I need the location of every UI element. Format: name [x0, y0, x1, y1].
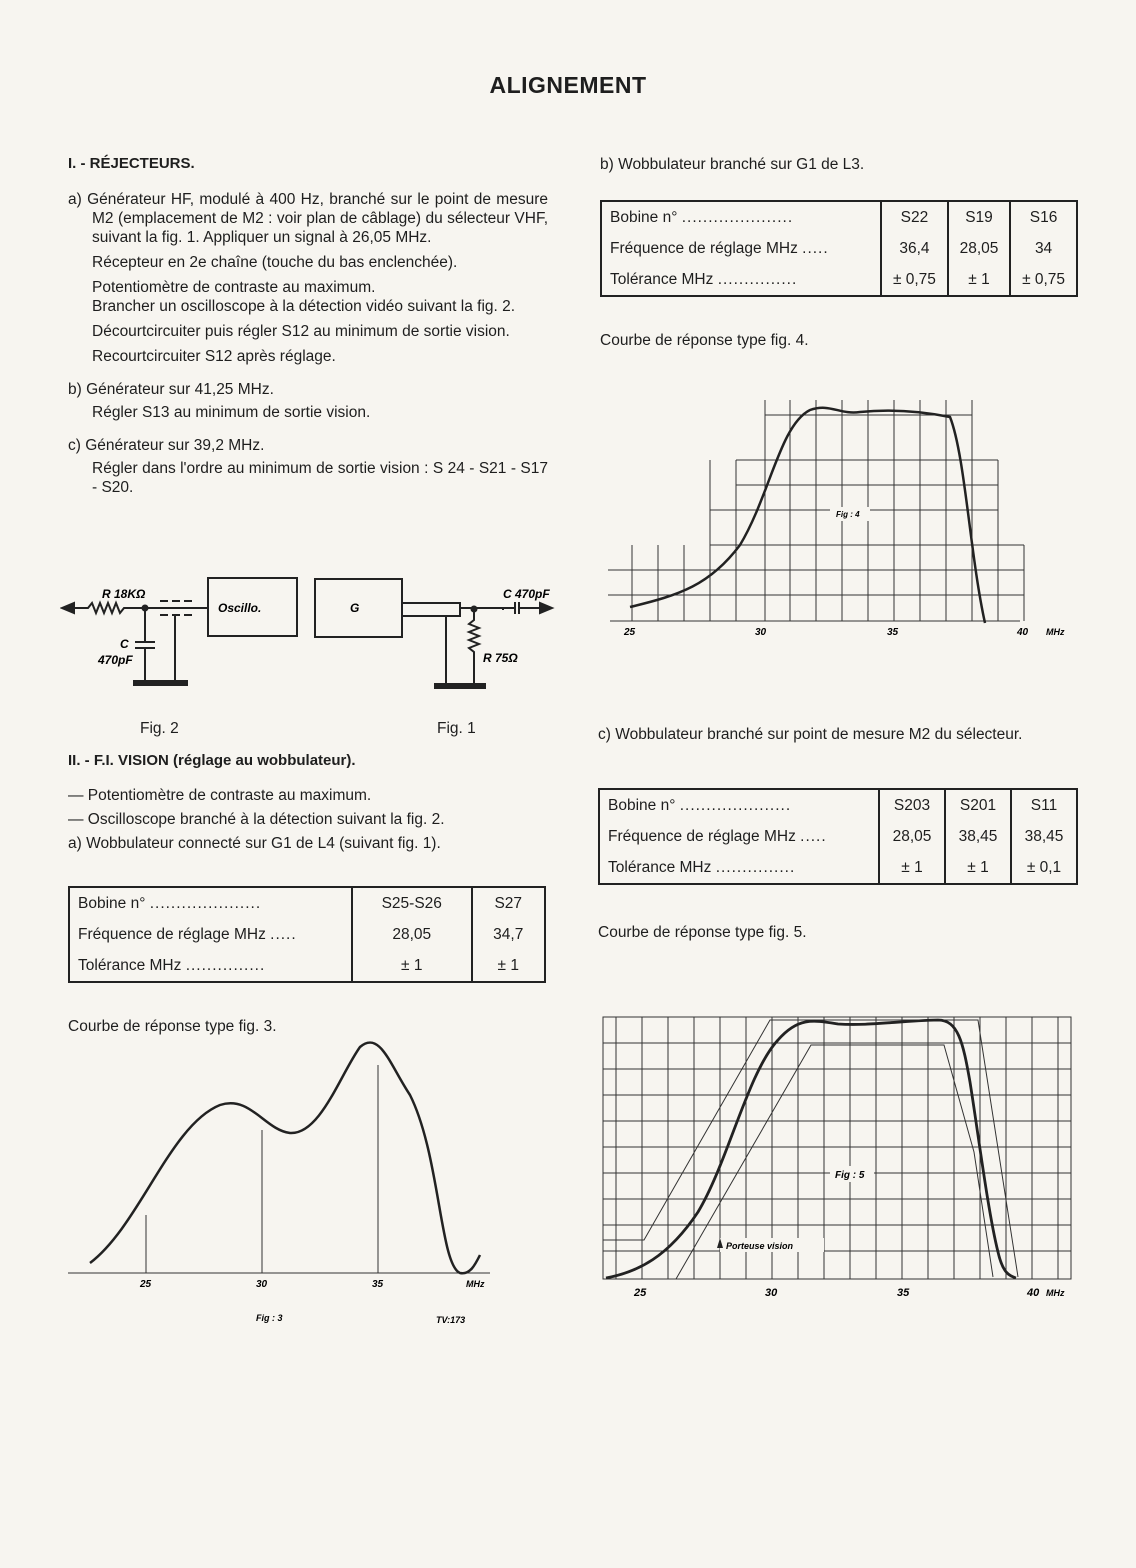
- table-row: Bobine n° ..................... S203 S201 S11: [599, 789, 1077, 821]
- paragraph: Brancher un oscilloscope à la détection vidéo suivant la fig. 2.: [92, 298, 516, 315]
- figure-5-response-curve: [598, 1012, 1078, 1302]
- capacitor-c2-label: C 470pF: [503, 587, 550, 601]
- table-row: Fréquence de réglage MHz ..... 28,05 38,45 38,45: [599, 821, 1077, 852]
- tick-label: MHz: [1046, 1288, 1065, 1298]
- row-label: Fréquence de réglage MHz: [608, 827, 796, 845]
- capacitor-c1-label: C: [120, 637, 129, 651]
- page-title: ALIGNEMENT: [489, 72, 647, 98]
- table-c: [598, 788, 1078, 885]
- cell: 28,05: [948, 233, 1010, 264]
- cell: S27: [472, 887, 546, 919]
- figure-label: Fig : 5: [835, 1170, 865, 1181]
- paragraph: Régler S13 au minimum de sortie vision.: [92, 404, 371, 421]
- row-label: Fréquence de réglage MHz: [78, 925, 266, 943]
- cell: 34: [1010, 233, 1077, 264]
- resistor-r2-label: R 75Ω: [483, 651, 518, 665]
- table-a: [68, 886, 546, 983]
- cell: ± 0,75: [1010, 264, 1077, 296]
- table-row: Tolérance MHz ............... ± 1 ± 1 ± 0,1: [599, 852, 1077, 884]
- paragraph: Potentiomètre de contraste au maximum.: [92, 279, 376, 296]
- paragraph: Recourtcircuiter S12 après réglage.: [92, 348, 336, 365]
- table-b: [600, 200, 1078, 297]
- tick-label: 35: [897, 1287, 910, 1299]
- cell: ± 1: [352, 950, 472, 982]
- table-row: Tolérance MHz ............... ± 1 ± 1: [69, 950, 545, 982]
- tick-label: 40: [1027, 1287, 1040, 1299]
- paragraph: Décourtcircuiter puis régler S12 au minimum de sortie vision.: [92, 323, 510, 340]
- figure-label: Fig : 4: [836, 510, 860, 519]
- carrier-label: Porteuse vision: [726, 1241, 794, 1251]
- tick-label: 35: [887, 627, 899, 638]
- cell: S16: [1010, 201, 1077, 233]
- row-label: Tolérance MHz: [78, 956, 182, 974]
- cell: S19: [948, 201, 1010, 233]
- paragraph: Régler dans l'ordre au minimum de sortie vision : S 24 - S21 - S17 - S20.: [92, 460, 548, 496]
- fig2-caption: Fig. 2: [140, 720, 179, 737]
- row-label: Tolérance MHz: [608, 858, 712, 876]
- paragraph: Récepteur en 2e chaîne (touche du bas enclenchée).: [92, 254, 458, 271]
- cell: 28,05: [879, 821, 945, 852]
- table-row: Fréquence de réglage MHz ..... 36,4 28,05 34: [601, 233, 1077, 264]
- tick-label: 40: [1017, 627, 1029, 638]
- curve-caption-fig5: Courbe de réponse type fig. 5.: [598, 924, 807, 941]
- resistor-r1-label: R 18KΩ: [102, 587, 146, 601]
- capacitor-c1-value: 470pF: [98, 653, 133, 667]
- section-heading-rejecteurs: I. - RÉJECTEURS.: [68, 155, 195, 172]
- table-row: Fréquence de réglage MHz ..... 28,05 34,7: [69, 919, 545, 950]
- row-label: Bobine n°: [78, 894, 146, 912]
- tick-label: 30: [256, 1279, 268, 1290]
- cell: 34,7: [472, 919, 546, 950]
- cell: S201: [945, 789, 1011, 821]
- curve-caption-fig3: Courbe de réponse type fig. 3.: [68, 1018, 277, 1035]
- circuit-diagram: [60, 570, 570, 710]
- cell: S203: [879, 789, 945, 821]
- tick-label: 30: [755, 627, 767, 638]
- cell: S22: [881, 201, 948, 233]
- tick-label: MHz: [1046, 627, 1065, 637]
- fig1-caption: Fig. 1: [437, 720, 476, 737]
- tick-label: 25: [624, 627, 636, 638]
- generator-box-label: G: [350, 601, 360, 615]
- reference-label: TV:173: [436, 1315, 466, 1325]
- tick-label: MHz: [466, 1279, 485, 1289]
- paragraph: a) Générateur HF, modulé à 400 Hz, branché sur le point de mesure M2 (emplacement de M2 : voir plan de câblage) du sélecteur VHF, suivant la fig. 1. Appliquer un signal à 26,05 MHz.: [68, 191, 548, 246]
- paragraph: — Potentiomètre de contraste au maximum.: [68, 787, 372, 804]
- tick-label: 30: [765, 1287, 778, 1299]
- figure-label: Fig : 3: [256, 1313, 283, 1323]
- table-row: Bobine n° ..................... S25-S26 S27: [69, 887, 545, 919]
- paragraph: — Oscilloscope branché à la détection suivant la fig. 2.: [68, 811, 445, 828]
- row-label: Tolérance MHz: [610, 270, 714, 288]
- section-rejecteurs-body: [68, 190, 548, 497]
- section-fi-vision-body: [68, 786, 548, 853]
- paragraph: b) Générateur sur 41,25 MHz.: [68, 381, 274, 398]
- paragraph: c) Générateur sur 39,2 MHz.: [68, 437, 265, 454]
- tick-label: 25: [634, 1287, 647, 1299]
- oscilloscope-box-label: Oscillo.: [218, 601, 262, 615]
- row-label: Bobine n°: [610, 208, 678, 226]
- cell: ± 0,75: [881, 264, 948, 296]
- table-row: Bobine n° ..................... S22 S19 S16: [601, 201, 1077, 233]
- paragraph: a) Wobbulateur connecté sur G1 de L4 (suivant fig. 1).: [68, 835, 441, 852]
- cell: 36,4: [881, 233, 948, 264]
- section-heading-fi-vision: II. - F.I. VISION (réglage au wobbulateur).: [68, 752, 356, 769]
- row-label: Bobine n°: [608, 796, 676, 814]
- figure-3-response-curve: [60, 1035, 500, 1335]
- cell: 38,45: [1011, 821, 1077, 852]
- cell: ± 1: [948, 264, 1010, 296]
- paragraph: b) Wobbulateur branché sur G1 de L3.: [600, 156, 865, 173]
- cell: 38,45: [945, 821, 1011, 852]
- tick-label: 35: [372, 1279, 384, 1290]
- tick-label: 25: [140, 1279, 152, 1290]
- paragraph: c) Wobbulateur branché sur point de mesure M2 du sélecteur.: [598, 726, 1023, 743]
- cell: ± 1: [945, 852, 1011, 884]
- cell: ± 1: [472, 950, 546, 982]
- cell: 28,05: [352, 919, 472, 950]
- cell: ± 0,1: [1011, 852, 1077, 884]
- cell: S25-S26: [352, 887, 472, 919]
- curve-caption-fig4: Courbe de réponse type fig. 4.: [600, 332, 809, 349]
- cell: ± 1: [879, 852, 945, 884]
- table-row: Tolérance MHz ............... ± 0,75 ± 1 ± 0,75: [601, 264, 1077, 296]
- figure-4-response-curve: [600, 395, 1080, 645]
- row-label: Fréquence de réglage MHz: [610, 239, 798, 257]
- cell: S11: [1011, 789, 1077, 821]
